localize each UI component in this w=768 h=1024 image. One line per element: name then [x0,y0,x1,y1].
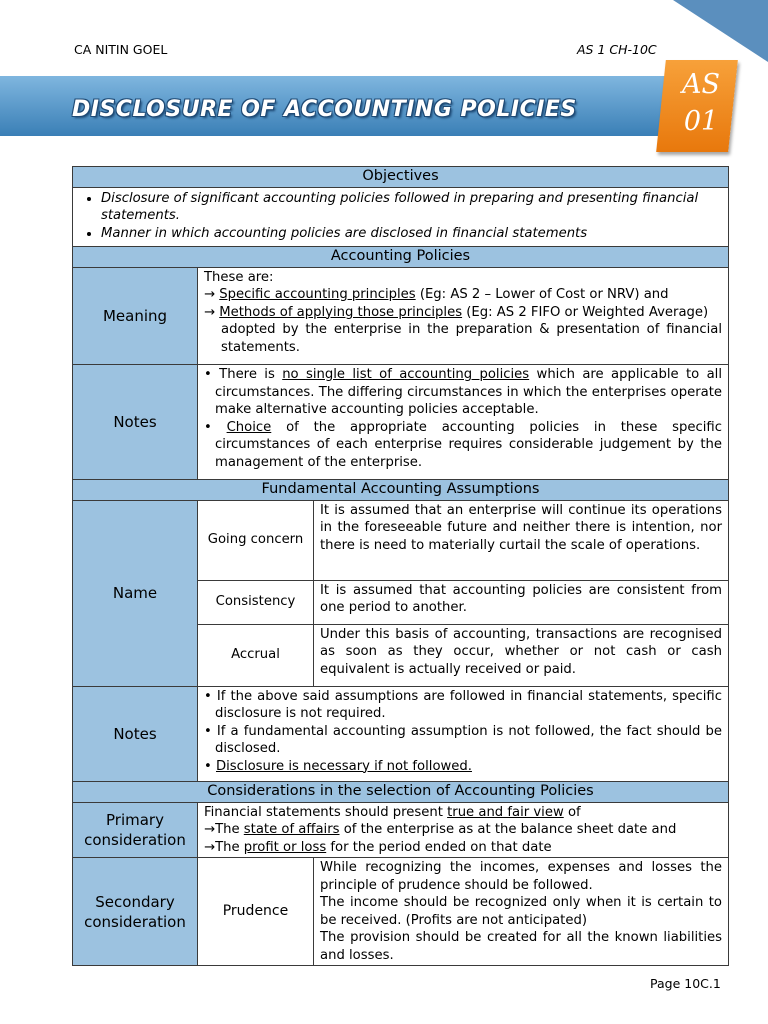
objectives-heading: Objectives [73,167,729,188]
assumption-name: Accrual [198,624,314,686]
prudence-line: While recognizing the incomes, expenses and losses the principle of prudence should be followed. [320,860,722,893]
note-1-rest: which are applicable to all circumstances. The differing circumstances in which the enterprises operate make alternative accounting policies acceptable. [215,367,723,417]
primary-line-1 [204,804,722,822]
no-single-list-link: no single list of accounting policies [282,367,530,382]
meaning-line-1: → Specific accounting principles (Eg: AS 2 – Lower of Cost or NRV) and [204,287,669,302]
list-item: • Choice of the appropriate accounting policies in these specific circumstances of each enterprise requires considerable judgement by the management of the enterprise. [204,419,722,470]
objectives-list [79,190,722,243]
assumption-row [73,500,729,580]
meaning-line-1-rest: (Eg: AS 2 – Lower of Cost or NRV) and [415,287,669,302]
assumption-desc: It is assumed that an enterprise will continue its operations in the foreseeable future and neither there is intention, nor there is need to materially curtail the scale of operations. [314,500,729,580]
list-item: • Disclosure is necessary if not followed. [204,758,472,774]
objectives-row [73,187,729,247]
primary-cell [198,802,729,858]
primary-line-2: →The state of affairs of the enterprise as at the balance sheet date and [204,822,677,837]
assumption-notes-cell [198,686,729,782]
primary-l3-pre: The [215,839,244,855]
prudence-line: The income should be recognized only when it is certain to be received. (Profits are not anticipated) [320,895,722,928]
page-title: DISCLOSURE OF ACCOUNTING POLICIES [72,97,577,122]
assumption-name: Going concern [198,500,314,580]
meaning-cell [198,267,729,365]
fundamental-assumptions-heading: Fundamental Accounting Assumptions [73,480,729,501]
list-item: • If the above said assumptions are followed in financial statements, specific disclosure is not required. [204,688,722,721]
meaning-intro: These are: [204,269,274,285]
objectives-cell [73,187,729,247]
true-fair-view-link: true and fair view [447,804,564,820]
primary-l2-pre: The [215,822,244,837]
primary-l3-rest: for the period ended on that date [326,839,552,855]
notes-cell [198,365,729,480]
assumption-notes-list [204,688,722,776]
notes-label: Notes [73,686,198,782]
primary-pre: Financial statements should present [204,804,448,820]
prudence-cell [314,858,729,966]
assumption-notes-row [73,686,729,782]
prudence-label: Prudence [198,858,314,966]
assumption-desc: Under this basis of accounting, transactions are recognised as soon as they occur, whether or not cash or cash equivalent is actually received or paid. [314,624,729,686]
accounting-policies-heading: Accounting Policies [73,247,729,268]
state-of-affairs-link: state of affairs [243,822,340,837]
badge-line-1: AS [682,69,720,100]
assumption-name: Consistency [198,580,314,624]
note-text: Disclosure is necessary if not followed. [215,758,472,774]
secondary-row [73,858,729,966]
summary-table [72,166,729,966]
note-1-pre: There is [219,367,283,382]
prudence-line: The provision should be created for all the known liabilities and losses. [320,930,722,963]
primary-post: of [563,804,581,820]
secondary-label: Secondary consideration [73,858,198,966]
primary-label: Primary consideration [73,802,198,858]
list-item: • Disclosure of significant accounting policies followed in preparing and presenting financial statements. [101,190,722,225]
primary-l2-rest: of the enterprise as at the balance sheet date and [339,822,677,837]
badge-line-2: 01 [683,106,719,137]
notes-row [73,365,729,480]
list-item: • Manner in which accounting policies are disclosed in financial statements [101,225,722,243]
meaning-line-2-rest: (Eg: AS 2 FIFO or Weighted Average) [462,304,709,320]
as-badge-text [671,66,731,140]
considerations-heading: Considerations in the selection of Accounting Policies [73,782,729,803]
page-number: Page 10C.1 [650,976,721,991]
primary-line-3: →The profit or loss for the period ended on that date [204,839,552,855]
choice-link: Choice [226,419,272,435]
section-row [73,247,729,268]
note-text: If a fundamental accounting assumption is not followed, the fact should be disclosed. [215,723,722,756]
profit-or-loss-link: profit or loss [243,839,327,855]
methods-principles-link: Methods of applying those principles [219,304,463,320]
header-chapter: AS 1 CH-10C [577,42,657,57]
meaning-label: Meaning [73,267,198,365]
meaning-row [73,267,729,365]
section-row [73,782,729,803]
list-item: • If a fundamental accounting assumption is not followed, the fact should be disclosed. [204,723,722,756]
note-text: If the above said assumptions are followed in financial statements, specific disclosure is not required. [215,688,722,721]
specific-principles-link: Specific accounting principles [219,287,416,302]
section-row [73,167,729,188]
section-row [73,480,729,501]
list-item: • There is no single list of accounting policies which are applicable to all circumstances. The differing circumstances in which the enterprises operate make alternative accounting policies acceptable. [204,367,723,417]
assumption-desc: It is assumed that accounting policies are consistent from one period to another. [314,580,729,624]
meaning-line-3: adopted by the enterprise in the preparation & presentation of financial statements. [221,322,722,355]
notes-list [204,366,722,471]
notes-label: Notes [73,365,198,480]
corner-decoration [673,0,768,62]
primary-row [73,802,729,858]
meaning-line-2: → Methods of applying those principles (Eg: AS 2 FIFO or Weighted Average) [204,304,709,320]
header-author: CA NITIN GOEL [74,42,168,57]
note-2-rest: of the appropriate accounting policies in these specific circumstances of each enterprise requires considerable judgement by the management of the enterprise. [215,419,722,470]
name-label: Name [73,500,198,686]
